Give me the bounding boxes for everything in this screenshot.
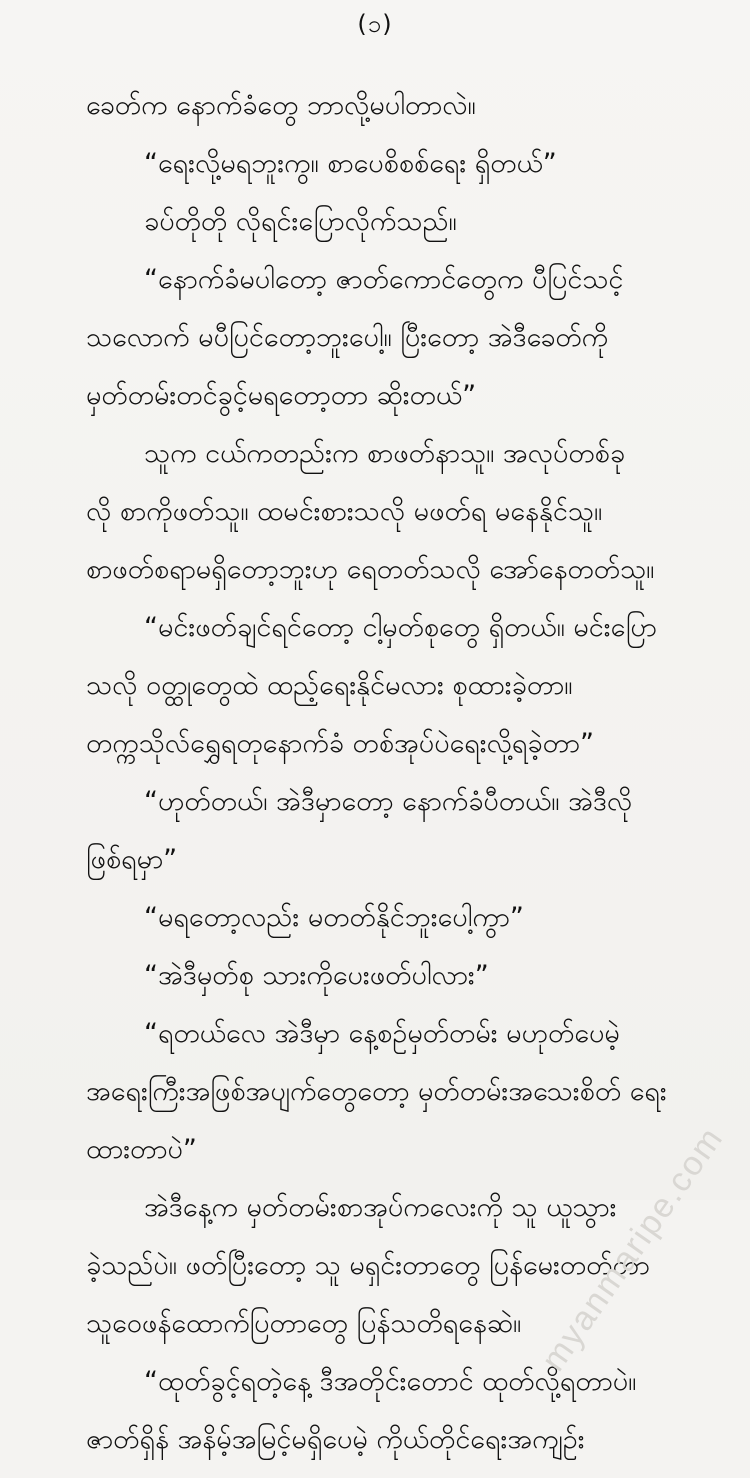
page-number: (၁): [357, 10, 393, 38]
text-line: “ထုတ်ခွင့်ရတဲ့နေ့ ဒီအတိုင်းတောင် ထုတ်လို့ရတာပဲ။: [144, 1366, 637, 1397]
text-line: တက္ကသိုလ်ရွှေရတုနောက်ခံ တစ်အုပ်ပဲရေးလို့ရခဲ့တာ”: [86, 728, 594, 759]
text-line: သူဝေဖန်ထောက်ပြတာတွေ ပြန်သတိရနေဆဲ။: [86, 1308, 522, 1339]
site-watermark: myanmaripe.com: [534, 1119, 732, 1378]
text-line: “ရတယ်လေ အဲဒီမှာ နေ့စဉ်မှတ်တမ်း မဟုတ်ပေမဲ့: [144, 1018, 620, 1049]
text-line: “အဲဒီမှတ်စု သားကိုပေးဖတ်ပါလား”: [144, 960, 489, 991]
text-line: “ဟုတ်တယ်၊ အဲဒီမှာတော့ နောက်ခံပီတယ်။ အဲဒီလို: [144, 786, 633, 817]
text-line: သလို ဝတ္ထုတွေထဲ ထည့်ရေးနိုင်မလား စုထားခဲ့တာ။: [86, 670, 573, 701]
text-line: “နောက်ခံမပါတော့ ဇာတ်ကောင်တွေက ပီပြင်သင့်: [144, 264, 624, 295]
text-line: ခေတ်က နောက်ခံတွေ ဘာလို့မပါတာလဲ။: [86, 90, 476, 121]
text-line: ဇာတ်ရှိန် အနိမ့်အမြင့်မရှိပေမဲ့ ကိုယ်တိုင်ရေးအကျဉ်း: [86, 1424, 585, 1455]
text-line: လို စာကိုဖတ်သူ။ ထမင်းစားသလို မဖတ်ရ မနေနိုင်သူ။: [86, 496, 603, 527]
text-line: စာဖတ်စရာမရှိတော့ဘူးဟု ရေတတ်သလို အော်နေတတ်သူ။: [86, 554, 655, 585]
text-line: သလောက် မပီပြင်တော့ဘူးပေါ့။ ပြီးတော့ အဲဒီခေတ်ကို: [86, 322, 609, 353]
text-line: ခပ်တိုတို လိုရင်းပြောလိုက်သည်။: [144, 206, 457, 237]
text-line: မှတ်တမ်းတင်ခွင့်မရတော့တာ ဆိုးတယ်”: [86, 380, 477, 411]
text-line: အဲဒီနေ့က မှတ်တမ်းစာအုပ်ကလေးကို သူ ယူသွား: [144, 1192, 617, 1223]
text-line: သူက ငယ်ကတည်းက စာဖတ်နာသူ။ အလုပ်တစ်ခု: [144, 438, 626, 469]
text-line: ဖြစ်ရမှာ”: [86, 844, 178, 875]
text-line: ထားတာပဲ”: [86, 1134, 197, 1165]
text-line: ခဲ့သည်ပဲ။ ဖတ်ပြီးတော့ သူ မရှင်းတာတွေ ပြန်မေးတတ်တာ: [86, 1250, 650, 1281]
text-line: “ရေးလို့မရဘူးကွ။ စာပေစိစစ်ရေး ရှိတယ်”: [144, 148, 557, 179]
text-line: အရေးကြီးအဖြစ်အပျက်တွေတော့ မှတ်တမ်းအသေးစိတ် ရေး: [86, 1076, 667, 1107]
text-line: “မရတော့လည်း မတတ်နိုင်ဘူးပေါ့ကွာ”: [144, 902, 524, 933]
text-line: “မင်းဖတ်ချင်ရင်တော့ ငါ့မှတ်စုတွေ ရှိတယ်။ မင်းပြော: [144, 612, 657, 643]
